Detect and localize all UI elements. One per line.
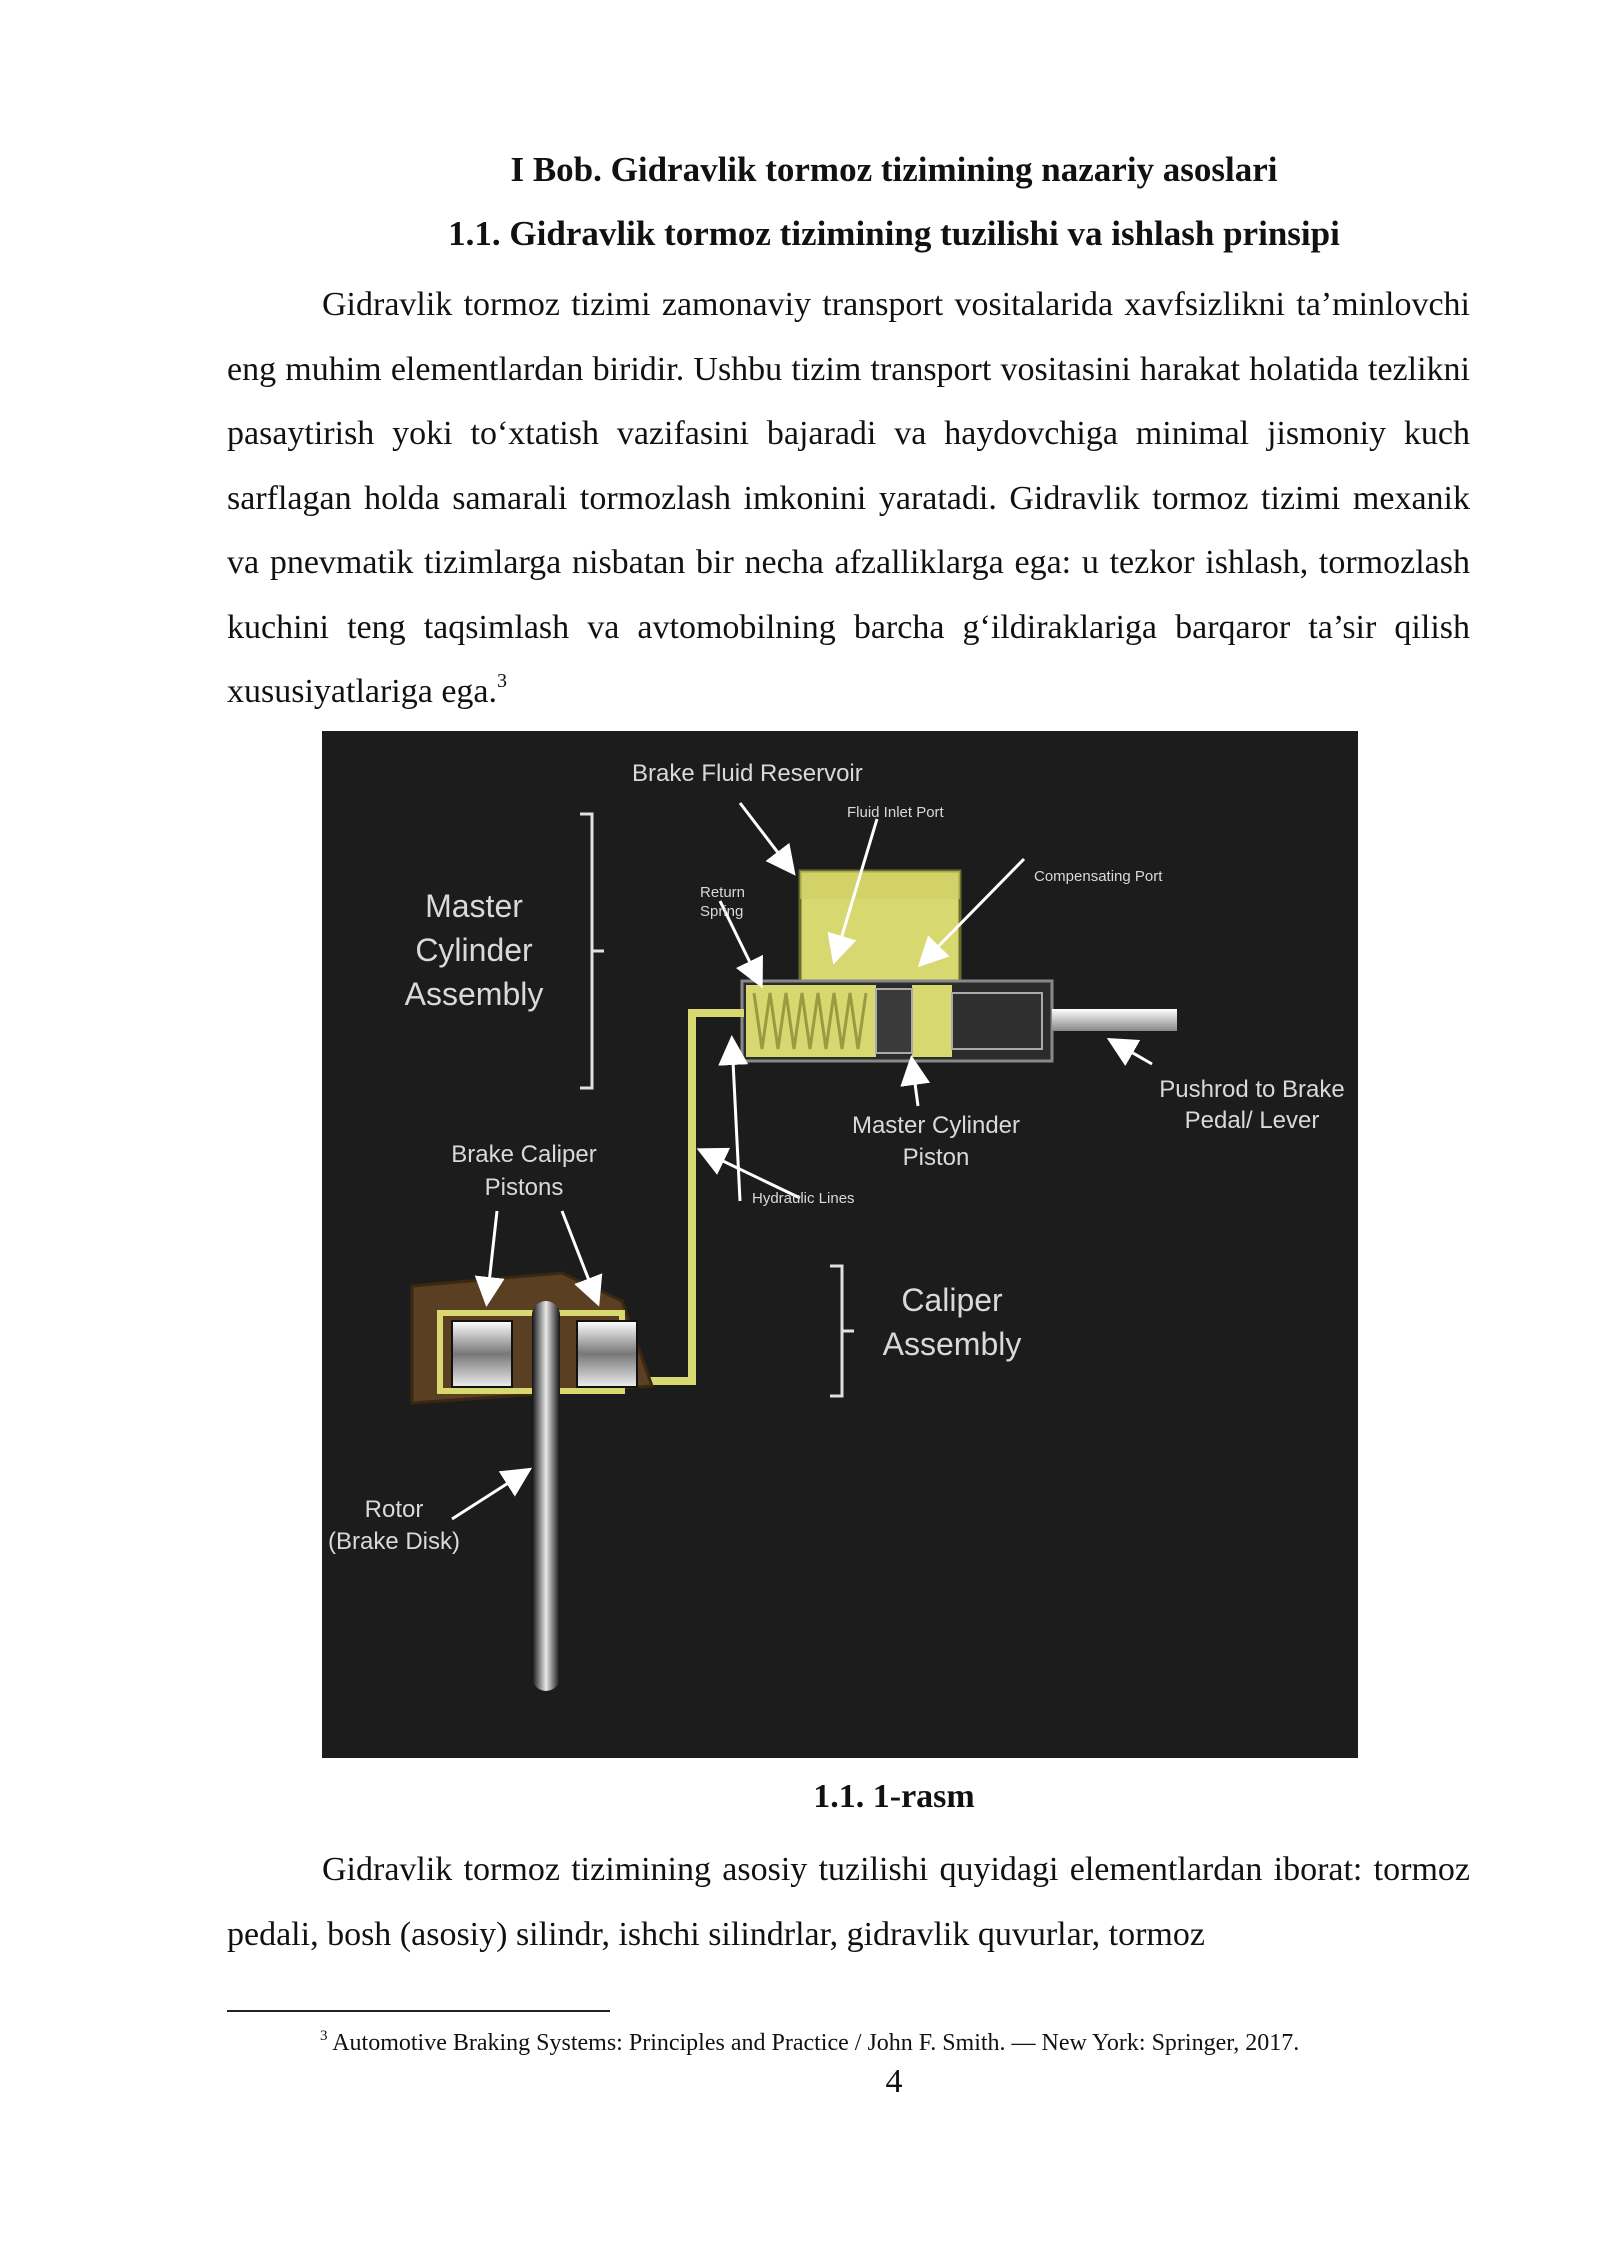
label-brake-fluid-reservoir: Brake Fluid Reservoir xyxy=(632,760,863,787)
figure-caption: 1.1. 1-rasm xyxy=(813,1778,975,1815)
paragraph-intro xyxy=(227,273,1470,725)
label-master-cylinder-piston-2: Piston xyxy=(902,1144,970,1171)
footnote-text: Automotive Braking Systems: Principles and Practice / John F. Smith. — New York: Springer, 2017. xyxy=(332,2030,1300,2056)
label-caliper-assembly-2: Assembly xyxy=(882,1326,1022,1362)
pushrod xyxy=(1052,1009,1177,1031)
label-master-cylinder-assembly-1: Master xyxy=(425,888,523,924)
master-cylinder-bracket xyxy=(580,814,604,1088)
page-number: 4 xyxy=(885,2063,903,2100)
label-caliper-assembly-1: Caliper xyxy=(901,1282,1003,1318)
diagram-graphic xyxy=(322,731,1358,1758)
label-pushrod-2: Pedal/ Lever xyxy=(1184,1107,1320,1134)
label-brake-caliper-pistons-1: Brake Caliper xyxy=(451,1141,597,1168)
caliper-bracket xyxy=(830,1266,854,1396)
label-fluid-inlet-port: Fluid Inlet Port xyxy=(847,804,944,821)
footnote xyxy=(320,2030,1299,2057)
label-hydraulic-lines: Hydraulic Lines xyxy=(752,1190,855,1207)
paragraph-structure: Gidravlik tormoz tizimining asosiy tuzilishi quyidagi elementlardan iborat: tormoz pedali, bosh (asosiy) silindr, ishchi silindrlar, gidravlik quvurlar, tormoz xyxy=(227,1851,1470,1953)
chapter-title: I Bob. Gidravlik tormoz tizimining nazariy asoslari xyxy=(510,150,1278,189)
label-rotor-1: Rotor xyxy=(364,1496,424,1523)
label-master-cylinder-assembly-2: Cylinder xyxy=(415,932,533,968)
hydraulic-line xyxy=(634,1013,744,1381)
label-compensating-port: Compensating Port xyxy=(1034,868,1163,885)
footnote-reference[interactable]: 3 xyxy=(497,670,508,692)
footnote-separator xyxy=(227,2010,610,2012)
label-master-cylinder-piston-1: Master Cylinder xyxy=(851,1112,1021,1139)
label-return-spring-2: Spring xyxy=(700,903,744,920)
label-rotor-2: (Brake Disk) xyxy=(327,1528,461,1555)
label-brake-caliper-pistons-2: Pistons xyxy=(484,1174,564,1201)
rotor-brake-disk xyxy=(532,1301,560,1691)
footnote-number: 3 xyxy=(320,2028,328,2044)
label-master-cylinder-assembly-3: Assembly xyxy=(404,976,544,1012)
hydraulic-brake-diagram xyxy=(322,731,1358,1758)
paragraph-intro-text: Gidravlik tormoz tizimi zamonaviy transport vositalarida xavfsizlikni ta’minlovchi eng muhim elementlardan biridir. Ushbu tizim transport vositasini harakat holatida tezlikni pasaytirish yoki to‘xtatish vazifasini bajaradi va haydovchiga minimal jismoniy kuch sarflagan holda samarali tormozlash imkonini yaratadi. Gidravlik tormoz tizimi mexanik va pnevmatik tizimlarga nisbatan bir necha afzalliklarga ega: u tezkor ishlash, tormozlash kuchini teng taqsimlash va avtomobilning barcha g‘ildiraklariga barqaror ta’sir qilish xususiyatlariga ega. xyxy=(227,286,1470,710)
label-pushrod-1: Pushrod to Brake xyxy=(1159,1076,1345,1103)
section-title: 1.1. Gidravlik tormoz tizimining tuzilishi va ishlash prinsipi xyxy=(448,214,1340,253)
brake-fluid-reservoir xyxy=(800,871,960,981)
label-return-spring-1: Return xyxy=(700,884,746,901)
